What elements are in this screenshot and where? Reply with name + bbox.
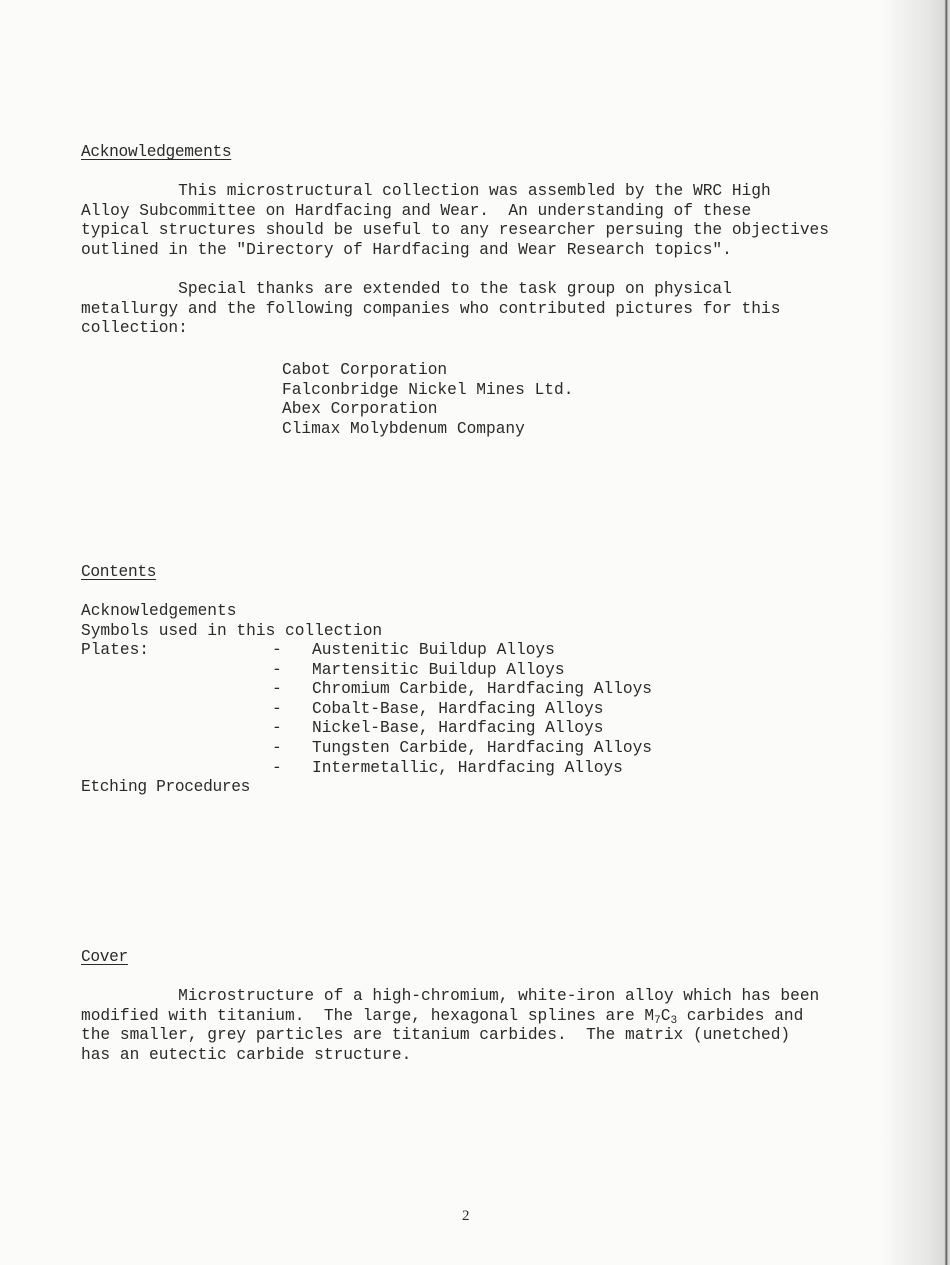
acknowledgements-heading: Acknowledgements: [81, 143, 232, 161]
contents-item: Symbols used in this collection: [81, 621, 383, 640]
cover-heading: Cover: [81, 948, 128, 966]
dash: -: [272, 738, 282, 757]
company-item: Cabot Corporation: [282, 361, 448, 379]
text-line: Alloy Subcommittee on Hardfacing and Wear. An understanding of these: [81, 201, 752, 220]
plate-item: Chromium Carbide, Hardfacing Alloys: [312, 680, 652, 699]
plate-item: Austenitic Buildup Alloys: [312, 641, 555, 659]
dash: -: [272, 680, 282, 699]
scan-page-edge: [880, 0, 950, 1265]
text-line: [81, 1007, 819, 1027]
dash: -: [272, 641, 282, 659]
subscript: 3: [670, 1014, 678, 1027]
contents-item: Acknowledgements: [81, 602, 237, 620]
text-line: Special thanks are extended to the task group on physical: [81, 280, 732, 298]
company-list: [282, 361, 573, 439]
text-line: collection:: [81, 319, 188, 338]
text: C: [660, 1006, 671, 1025]
text-line: the smaller, grey particles are titanium carbides. The matrix (unetched): [81, 1026, 791, 1045]
dash: -: [272, 758, 282, 777]
text-line: Microstructure of a high-chromium, white-iron alloy which has been: [81, 987, 820, 1005]
text-line: metallurgy and the following companies who contributed pictures for this: [81, 299, 781, 318]
dash: -: [272, 699, 282, 718]
dash: -: [272, 660, 282, 679]
acknowledgements-paragraph-2: [81, 280, 780, 339]
text: modified with titanium. The large, hexagonal splines are M: [81, 1006, 655, 1025]
text-line: outlined in the "Directory of Hardfacing and Wear Research topics".: [81, 240, 732, 259]
plate-item: Tungsten Carbide, Hardfacing Alloys: [312, 738, 652, 757]
text-line: typical structures should be useful to any researcher persuing the objectives: [81, 221, 829, 240]
company-item: Abex Corporation: [282, 400, 438, 419]
text-line: has an eutectic carbide structure.: [81, 1045, 412, 1064]
page-number: 2: [462, 1208, 470, 1224]
company-item: Falconbridge Nickel Mines Ltd.: [282, 380, 574, 399]
plate-item: Nickel-Base, Hardfacing Alloys: [312, 719, 604, 738]
plate-item: Intermetallic, Hardfacing Alloys: [312, 758, 623, 777]
text-line: This microstructural collection was assembled by the WRC High: [81, 182, 771, 200]
text: carbides and: [677, 1006, 804, 1025]
acknowledgements-paragraph-1: [81, 182, 829, 260]
plates-dashes: [272, 641, 282, 778]
dash: -: [272, 719, 282, 738]
subscript: 7: [654, 1014, 661, 1027]
plate-item: Cobalt-Base, Hardfacing Alloys: [312, 699, 604, 718]
company-item: Climax Molybdenum Company: [282, 419, 525, 438]
contents-heading: Contents: [81, 563, 157, 581]
cover-paragraph: [81, 987, 819, 1065]
contents-item-etching: Etching Procedures: [81, 778, 251, 796]
plates-label: Plates:: [81, 641, 149, 660]
plates-list: [312, 641, 652, 778]
plate-item: Martensitic Buildup Alloys: [312, 660, 565, 679]
